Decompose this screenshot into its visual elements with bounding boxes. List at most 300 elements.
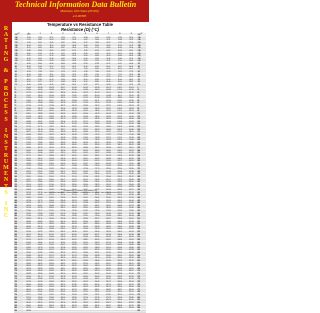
resistance-cell: 163.66 — [103, 129, 114, 132]
table-subtitle: Resistance (Ω) (°C) — [61, 26, 99, 32]
resistance-cell: 308.55 — [69, 239, 80, 242]
resistance-cell: 354.53 — [23, 279, 34, 282]
resistance-cell: 389.31 — [91, 308, 102, 311]
resistance-cell: 37.64 — [80, 48, 91, 51]
temperature-cell: 270 — [14, 158, 23, 161]
resistance-cell: 156.20 — [103, 124, 114, 127]
resistance-cell: 334.99 — [103, 260, 114, 263]
resistance-cell: 375.41 — [126, 295, 137, 298]
resistance-cell: 327.11 — [46, 255, 57, 258]
resistance-cell: 301.41 — [46, 234, 57, 237]
resistance-cell: 300.10 — [114, 232, 125, 235]
resistance-cell: 303.03 — [103, 234, 114, 237]
resistance-cell: 133.18 — [91, 108, 102, 111]
resistance-cell: 341.56 — [114, 266, 125, 269]
resistance-cell: 320.75 — [46, 250, 57, 253]
resistance-cell: 274.29 — [23, 213, 34, 216]
resistance-cell: 278.98 — [69, 216, 80, 219]
resistance-cell: 199.15 — [69, 155, 80, 158]
resistance-cell: 150.58 — [46, 121, 57, 124]
resistance-cell: 189.02 — [91, 148, 102, 151]
resistance-cell: 85.85 — [91, 79, 102, 82]
resistance-cell: 187.20 — [34, 148, 45, 151]
resistance-cell: 314.35 — [46, 245, 57, 248]
resistance-cell: 196.27 — [91, 153, 102, 156]
resistance-cell: 143.05 — [46, 116, 57, 119]
resistance-cell: 182.82 — [126, 142, 137, 145]
temperature-cell: 660 — [14, 260, 23, 263]
resistance-cell: 319.16 — [103, 247, 114, 250]
resistance-cell: 108.57 — [46, 92, 57, 95]
resistance-cell: 387.84 — [34, 308, 45, 311]
resistance-cell: 229.37 — [126, 176, 137, 179]
temperature-cell: -200 — [137, 35, 146, 37]
resistance-cell: 128.99 — [80, 106, 91, 109]
resistance-cell: 50.88 — [57, 56, 68, 59]
resistance-cell: 46.36 — [69, 53, 80, 56]
resistance-cell: 91.37 — [46, 82, 57, 85]
temperature-cell: 30 — [14, 95, 23, 98]
resistance-cell: 328.06 — [80, 255, 91, 258]
sidebar-letter: I — [4, 127, 8, 134]
resistance-cell: 175.49 — [126, 137, 137, 140]
resistance-cell: 344.97 — [126, 268, 137, 271]
resistance-cell: 90.98 — [57, 82, 68, 85]
resistance-cell: 281.64 — [46, 218, 57, 221]
resistance-cell: 284.63 — [34, 221, 45, 224]
resistance-cell: 22.83 — [23, 37, 34, 40]
resistance-cell: 237.05 — [34, 184, 45, 187]
temperature-cell: 490 — [14, 216, 23, 219]
resistance-cell: 380.17 — [80, 300, 91, 303]
resistance-cell: 381.95 — [34, 302, 45, 305]
temperature-cell: 770 — [137, 289, 146, 292]
resistance-cell: 101.95 — [80, 87, 91, 90]
resistance-cell: 53.34 — [103, 58, 114, 61]
resistance-cell: 88.62 — [126, 82, 137, 85]
resistance-cell: 155.83 — [91, 124, 102, 127]
resistance-cell: 373.01 — [34, 295, 45, 298]
resistance-cell: 283.64 — [114, 218, 125, 221]
temperature-cell: 50 — [14, 100, 23, 103]
resistance-cell: 238.79 — [91, 184, 102, 187]
resistance-cell: 235.31 — [91, 182, 102, 185]
resistance-cell: 363.37 — [126, 284, 137, 287]
resistance-cell: 121.71 — [91, 100, 102, 103]
resistance-cell: 367.91 — [69, 289, 80, 292]
temperature-cell: 290 — [137, 163, 146, 166]
temperature-cell: 130 — [14, 121, 23, 124]
resistance-cell: 322.67 — [114, 250, 125, 253]
resistance-cell: 221.98 — [114, 171, 125, 174]
sidebar-letter: N — [3, 134, 9, 141]
resistance-cell: 304.98 — [57, 237, 68, 240]
resistance-cell: 373.61 — [57, 295, 68, 298]
resistance-cell: 110.51 — [103, 92, 114, 95]
resistance-cell: 114.77 — [114, 95, 125, 98]
resistance-cell: 180.99 — [69, 142, 80, 145]
resistance-cell: 287.62 — [23, 224, 34, 227]
resistance-cell: 350.23 — [91, 274, 102, 277]
resistance-cell: 122.09 — [103, 100, 114, 103]
resistance-cell: 355.14 — [46, 279, 57, 282]
resistance-cell: 269.25 — [80, 208, 91, 211]
resistance-cell: 388.14 — [46, 308, 57, 311]
resistance-cell: 328.38 — [91, 255, 102, 258]
resistance-cell: 170.70 — [91, 134, 102, 137]
temperature-cell: 500 — [14, 218, 23, 221]
resistance-cell: 350.54 — [103, 274, 114, 277]
resistance-cell: 380.76 — [103, 300, 114, 303]
resistance-cell: 173.28 — [57, 137, 68, 140]
resistance-cell: 46.77 — [57, 53, 68, 56]
resistance-cell: 279.98 — [103, 216, 114, 219]
resistance-cell: 351.46 — [23, 276, 34, 279]
resistance-cell: 296.18 — [91, 229, 102, 232]
resistance-cell: 87.43 — [46, 79, 57, 82]
resistance-cell: 252.93 — [103, 195, 114, 198]
resistance-cell: 239.13 — [103, 184, 114, 187]
resistance-cell: 239.48 — [114, 184, 125, 187]
resistance-cell: 64.70 — [126, 66, 137, 69]
resistance-cell: 70.73 — [69, 69, 80, 72]
resistance-cell: 183.92 — [46, 145, 57, 148]
resistance-cell: 166.63 — [80, 132, 91, 135]
resistance-cell: 312.42 — [91, 242, 102, 245]
resistance-cell: 136.61 — [80, 111, 91, 114]
resistance-cell: 126.31 — [114, 103, 125, 106]
temperature-cell: 220 — [137, 145, 146, 148]
resistance-cell: 149.46 — [126, 119, 137, 122]
resistance-cell: 361.85 — [69, 284, 80, 287]
temperature-cell: 540 — [14, 229, 23, 232]
resistance-cell: 302.38 — [80, 234, 91, 237]
resistance-cell: 35.96 — [126, 48, 137, 51]
resistance-cell: 56.60 — [126, 61, 137, 64]
temperature-cell: -70 — [14, 69, 23, 72]
resistance-cell: 109.35 — [69, 92, 80, 95]
resistance-cell: 337.81 — [91, 263, 102, 266]
temperature-cell: 390 — [137, 190, 146, 193]
temperature-cell: 430 — [137, 200, 146, 203]
resistance-cell: 129.75 — [103, 106, 114, 109]
sidebar-letter: N — [3, 177, 9, 184]
temperature-cell: -30 — [14, 79, 23, 82]
resistance-cell: 211.70 — [126, 163, 137, 166]
resistance-cell: 253.62 — [126, 195, 137, 198]
temperature-cell: -20 — [14, 82, 23, 85]
sidebar-letter: N — [3, 207, 9, 214]
table-column-header: 5 — [80, 33, 91, 35]
resistance-cell: 240.52 — [34, 187, 45, 190]
resistance-cell: 382.54 — [57, 302, 68, 305]
temperature-cell: 670 — [137, 263, 146, 266]
resistance-cell: 57.41 — [103, 61, 114, 64]
resistance-cell: 146.07 — [23, 119, 34, 122]
resistance-cell: 363.98 — [34, 287, 45, 290]
resistance-cell: 107.79 — [23, 92, 34, 95]
temperature-cell: 370 — [14, 184, 23, 187]
temperature-cell: 700 — [137, 271, 146, 274]
resistance-cell: 164.03 — [114, 129, 125, 132]
resistance-cell: 134.33 — [126, 108, 137, 111]
resistance-cell: 34.28 — [57, 45, 68, 48]
resistance-cell: 94.91 — [57, 85, 68, 88]
resistance-cell: 59.44 — [46, 61, 57, 64]
temperature-cell: -190 — [14, 37, 23, 40]
resistance-cell: 220.92 — [80, 171, 91, 174]
resistance-cell: 172.17 — [23, 137, 34, 140]
resistance-cell: 174.02 — [80, 137, 91, 140]
resistance-cell: 312.74 — [103, 242, 114, 245]
resistance-cell: 379.28 — [46, 300, 57, 303]
resistance-cell: 259.42 — [91, 200, 102, 203]
resistance-cell: 340.31 — [69, 266, 80, 269]
resistance-cell: 305.31 — [69, 237, 80, 240]
resistance-cell: 268.91 — [69, 208, 80, 211]
resistance-cell: 324.89 — [80, 253, 91, 256]
resistance-cell: 210.63 — [91, 163, 102, 166]
resistance-cell: 80.70 — [126, 77, 137, 80]
resistance-cell: 194.10 — [23, 153, 34, 156]
resistance-cell: 180.63 — [57, 142, 68, 145]
resistance-cell: 323.62 — [34, 253, 45, 256]
resistance-cell: 315.96 — [103, 245, 114, 248]
resistance-cell: 250.19 — [126, 192, 137, 195]
resistance-cell: 117.47 — [80, 98, 91, 101]
temperature-cell: -90 — [14, 64, 23, 67]
resistance-cell: 26.67 — [34, 40, 45, 43]
resistance-cell: 313.71 — [23, 245, 34, 248]
resistance-cell: 277.64 — [23, 216, 34, 219]
temperature-cell: -40 — [14, 77, 23, 80]
resistance-cell: 105.46 — [69, 90, 80, 93]
resistance-cell: 225.15 — [103, 174, 114, 177]
resistance-cell: 157.70 — [34, 127, 45, 130]
resistance-cell: 217.74 — [91, 169, 102, 172]
resistance-cell: 273.29 — [103, 211, 114, 214]
resistance-cell: 377.49 — [91, 297, 102, 300]
resistance-cell: 88.22 — [23, 79, 34, 82]
resistance-cell: 359.72 — [103, 281, 114, 284]
temperature-cell: 150 — [14, 127, 23, 130]
resistance-cell: 171.80 — [126, 134, 137, 137]
resistance-cell: 95.69 — [34, 85, 45, 88]
temperature-cell: 350 — [14, 179, 23, 182]
resistance-cell: 146.82 — [46, 119, 57, 122]
resistance-cell: 93.73 — [91, 85, 102, 88]
resistance-cell: 179.16 — [126, 140, 137, 143]
resistance-cell: 375.70 — [23, 297, 34, 300]
resistance-cell: 370.31 — [46, 292, 57, 295]
sidebar-letter: T — [3, 38, 8, 45]
temperature-cell: 0 — [137, 87, 146, 90]
temperature-cell: 780 — [14, 292, 23, 295]
resistance-cell: 332.48 — [126, 258, 137, 261]
temperature-cell: 500 — [137, 218, 146, 221]
resistance-cell: 376.00 — [34, 297, 45, 300]
resistance-cell: 329.32 — [126, 255, 137, 258]
temperature-cell: 340 — [14, 176, 23, 179]
resistance-cell: 174.75 — [103, 137, 114, 140]
resistance-cell: 248.13 — [57, 192, 68, 195]
resistance-cell: 67.92 — [34, 66, 45, 69]
resistance-cell: 360.64 — [23, 284, 34, 287]
resistance-cell: 188.29 — [69, 148, 80, 151]
temperature-cell: -90 — [137, 64, 146, 67]
resistance-cell: 87.83 — [34, 79, 45, 82]
resistance-cell: 272.61 — [80, 211, 91, 214]
resistance-cell: 145.69 — [126, 116, 137, 119]
resistance-cell: 381.65 — [23, 302, 34, 305]
resistance-cell: 362.16 — [80, 284, 91, 287]
resistance-cell: 108.18 — [34, 92, 45, 95]
resistance-cell: 43.46 — [34, 50, 45, 53]
resistance-cell: 317.56 — [46, 247, 57, 250]
resistance-cell: 249.85 — [114, 192, 125, 195]
resistance-cell: 263.50 — [114, 203, 125, 206]
bulletin-title: Technical Information Data Bulletin — [14, 0, 137, 9]
resistance-cell: 388.43 — [57, 308, 68, 311]
resistance-cell: 173.65 — [69, 137, 80, 140]
resistance-cell: 319.80 — [126, 247, 137, 250]
resistance-cell: 21.11 — [69, 37, 80, 40]
resistance-cell: 325.21 — [91, 253, 102, 256]
resistance-cell: 200.59 — [114, 155, 125, 158]
resistance-cell: 345.59 — [34, 271, 45, 274]
resistance-cell: 294.86 — [46, 229, 57, 232]
resistance-cell: 82.29 — [80, 77, 91, 80]
resistance-cell: 35.54 — [23, 45, 34, 48]
resistance-cell: 364.89 — [69, 287, 80, 290]
resistance-cell: 171.43 — [114, 134, 125, 137]
resistance-cell: 130.52 — [126, 106, 137, 109]
temperature-cell: 260 — [137, 155, 146, 158]
resistance-cell: 190.11 — [126, 148, 137, 151]
resistance-cell: 369.11 — [114, 289, 125, 292]
resistance-cell: 102.73 — [103, 87, 114, 90]
resistance-cell: 366.10 — [114, 287, 125, 290]
resistance-cell: 291.58 — [46, 226, 57, 229]
resistance-cell: 130.13 — [114, 106, 125, 109]
resistance-cell: 140.78 — [91, 113, 102, 116]
resistance-cell: 274.96 — [46, 213, 57, 216]
resistance-cell: 221.27 — [91, 171, 102, 174]
resistance-cell: 323.30 — [23, 253, 34, 256]
temperature-cell: 490 — [137, 216, 146, 219]
resistance-cell: 244.68 — [57, 190, 68, 193]
resistance-cell: 357.90 — [34, 281, 45, 284]
temperature-cell: 360 — [137, 182, 146, 185]
temperature-cell: 750 — [14, 284, 23, 287]
resistance-cell: 199.87 — [91, 155, 102, 158]
resistance-cell: 32.60 — [103, 45, 114, 48]
temperature-cell: 350 — [137, 179, 146, 182]
resistance-cell: 232.87 — [126, 179, 137, 182]
resistance-cell: 352.08 — [46, 276, 57, 279]
resistance-cell: 141.16 — [103, 113, 114, 116]
resistance-cell: 125.16 — [80, 103, 91, 106]
resistance-cell: 63.90 — [34, 64, 45, 67]
resistance-cell: 262.82 — [91, 203, 102, 206]
resistance-cell: 337.50 — [80, 263, 91, 266]
resistance-cell: 301.73 — [57, 234, 68, 237]
temperature-cell: 100 — [14, 113, 23, 116]
resistance-cell: 202.03 — [46, 158, 57, 161]
resistance-cell: 347.76 — [114, 271, 125, 274]
table-column-header: 2 — [46, 33, 57, 35]
resistance-cell: 269.92 — [103, 208, 114, 211]
resistance-cell: 52.11 — [23, 56, 34, 59]
resistance-cell: 343.73 — [80, 268, 91, 271]
resistance-cell: 266.21 — [91, 205, 102, 208]
temperature-cell: -60 — [14, 71, 23, 74]
resistance-cell: 290.92 — [23, 226, 34, 229]
resistance-cell: 307.90 — [46, 239, 57, 242]
resistance-cell: 219.86 — [46, 171, 57, 174]
resistance-cell: 48.00 — [23, 53, 34, 56]
resistance-cell: 316.28 — [114, 245, 125, 248]
resistance-cell: 389.60 — [103, 308, 114, 311]
resistance-cell: 85.46 — [103, 79, 114, 82]
resistance-cell: 52.52 — [126, 58, 137, 61]
resistance-cell: 95.30 — [46, 85, 57, 88]
resistance-cell: 276.64 — [103, 213, 114, 216]
resistance-cell: 211.34 — [114, 163, 125, 166]
resistance-cell: 288.28 — [46, 224, 57, 227]
resistance-cell: 31.76 — [126, 45, 137, 48]
resistance-cell: 131.66 — [46, 108, 57, 111]
resistance-cell: 147.95 — [80, 119, 91, 122]
resistance-cell: 94.52 — [69, 85, 80, 88]
resistance-cell: 354.22 — [126, 276, 137, 279]
resistance-cell: 155.08 — [69, 124, 80, 127]
resistance-cell: 236.70 — [23, 184, 34, 187]
resistance-cell: 312.10 — [80, 242, 91, 245]
resistance-cell: 130.90 — [23, 108, 34, 111]
resistance-cell: 159.19 — [80, 127, 91, 130]
resistance-cell: 195.18 — [57, 153, 68, 156]
temperature-cell: 580 — [137, 239, 146, 242]
resistance-cell: 265.20 — [57, 205, 68, 208]
resistance-cell: 256.70 — [114, 197, 125, 200]
resistance-cell: 179.89 — [34, 142, 45, 145]
resistance-cell: 119.01 — [126, 98, 137, 101]
resistance-cell: 214.54 — [103, 166, 114, 169]
resistance-cell: 359.12 — [80, 281, 91, 284]
resistance-cell: 365.49 — [91, 287, 102, 290]
resistance-cell: 178.43 — [103, 140, 114, 143]
resistance-cell: 340.93 — [91, 266, 102, 269]
resistance-cell: 81.50 — [103, 77, 114, 80]
resistance-cell: 344.04 — [91, 268, 102, 271]
resistance-cell: 372.71 — [23, 295, 34, 298]
resistance-cell: 115.54 — [23, 98, 34, 101]
resistance-cell: 372.41 — [126, 292, 137, 295]
temperature-cell: 230 — [14, 148, 23, 151]
resistance-cell: 356.98 — [114, 279, 125, 282]
resistance-cell: 300.75 — [23, 234, 34, 237]
resistance-cell: 261.46 — [46, 203, 57, 206]
resistance-cell: 243.99 — [34, 190, 45, 193]
resistance-cell: 389.02 — [80, 308, 91, 311]
resistance-cell: 215.61 — [23, 169, 34, 172]
resistance-cell: 73.93 — [91, 71, 102, 74]
resistance-cell: 100.00 — [23, 87, 34, 90]
resistance-cell: 332.79 — [23, 260, 34, 263]
resistance-cell: 270.60 — [126, 208, 137, 211]
resistance-cell: 365.79 — [103, 287, 114, 290]
